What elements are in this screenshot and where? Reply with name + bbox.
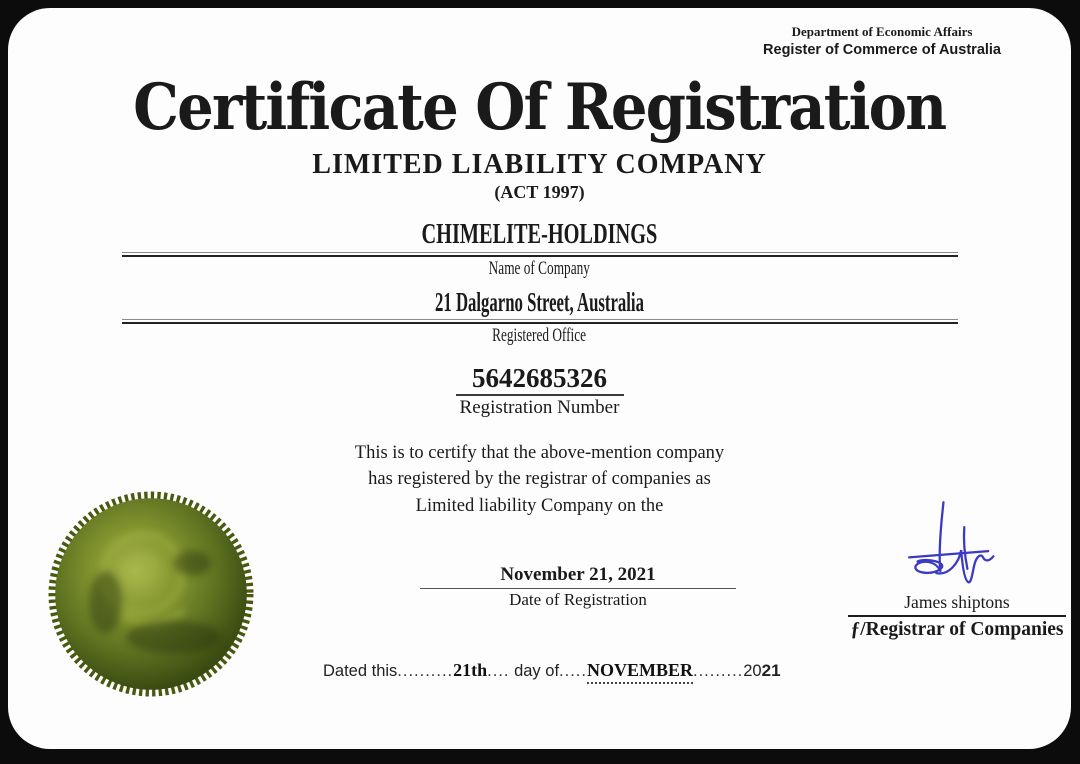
- date-of-registration-value: November 21, 2021: [500, 564, 656, 585]
- registered-office-rule: [122, 319, 958, 324]
- department-line: Department of Economic Affairs: [791, 24, 973, 39]
- date-of-registration-block: [420, 564, 736, 610]
- seal-image: [48, 491, 254, 697]
- dated-year: 20: [743, 662, 762, 680]
- registered-office-value: 21 Dalgarno Street, Australia: [435, 287, 644, 318]
- certify-line: This is to certify that the above-mention company: [354, 443, 725, 463]
- dated-dots: .........: [692, 662, 744, 680]
- date-of-registration-label: Date of Registration: [509, 590, 647, 609]
- register-line: Register of Commerce of Australia: [763, 41, 1001, 58]
- certificate-title: Certificate Of Registration: [133, 70, 946, 145]
- certify-line: has registered by the registrar of companies as: [368, 469, 711, 490]
- registered-office-label: Registered Office: [492, 324, 587, 346]
- signature-line: [848, 615, 1066, 617]
- dated-dots: .....: [559, 662, 587, 680]
- signer-name: James shiptons: [904, 592, 1010, 612]
- company-type-heading: LIMITED LIABILITY COMPANY: [312, 149, 767, 181]
- company-name: CHIMELITE-HOLDINGS: [421, 218, 658, 251]
- dated-dots: ..........: [397, 662, 454, 680]
- name-of-company-label: Name of Company: [488, 257, 591, 279]
- registrar-signature-block: [848, 500, 1066, 641]
- registration-number-label: Registration Number: [459, 397, 620, 418]
- dated-line: [323, 660, 781, 684]
- dated-dots: ....: [487, 662, 510, 680]
- dated-month: NOVEMBER: [587, 660, 693, 684]
- agency-header: [763, 23, 1001, 60]
- signature-image: [905, 500, 1009, 596]
- date-underline: [420, 588, 736, 589]
- dated-middle: day of: [509, 662, 560, 680]
- signer-title: ƒ/Registrar of Companies: [850, 619, 1064, 640]
- certificate-page: [8, 8, 1071, 749]
- act-heading: (ACT 1997): [494, 182, 585, 203]
- certify-line: Limited liability Company on the: [415, 495, 664, 516]
- company-name-rule: [122, 252, 958, 257]
- registration-number-underline: [456, 394, 624, 396]
- registration-number: 5642685326: [472, 362, 607, 393]
- dated-year-bold: 21: [761, 661, 781, 680]
- dated-prefix: Dated this: [323, 662, 398, 680]
- dated-day: 21th: [453, 660, 488, 680]
